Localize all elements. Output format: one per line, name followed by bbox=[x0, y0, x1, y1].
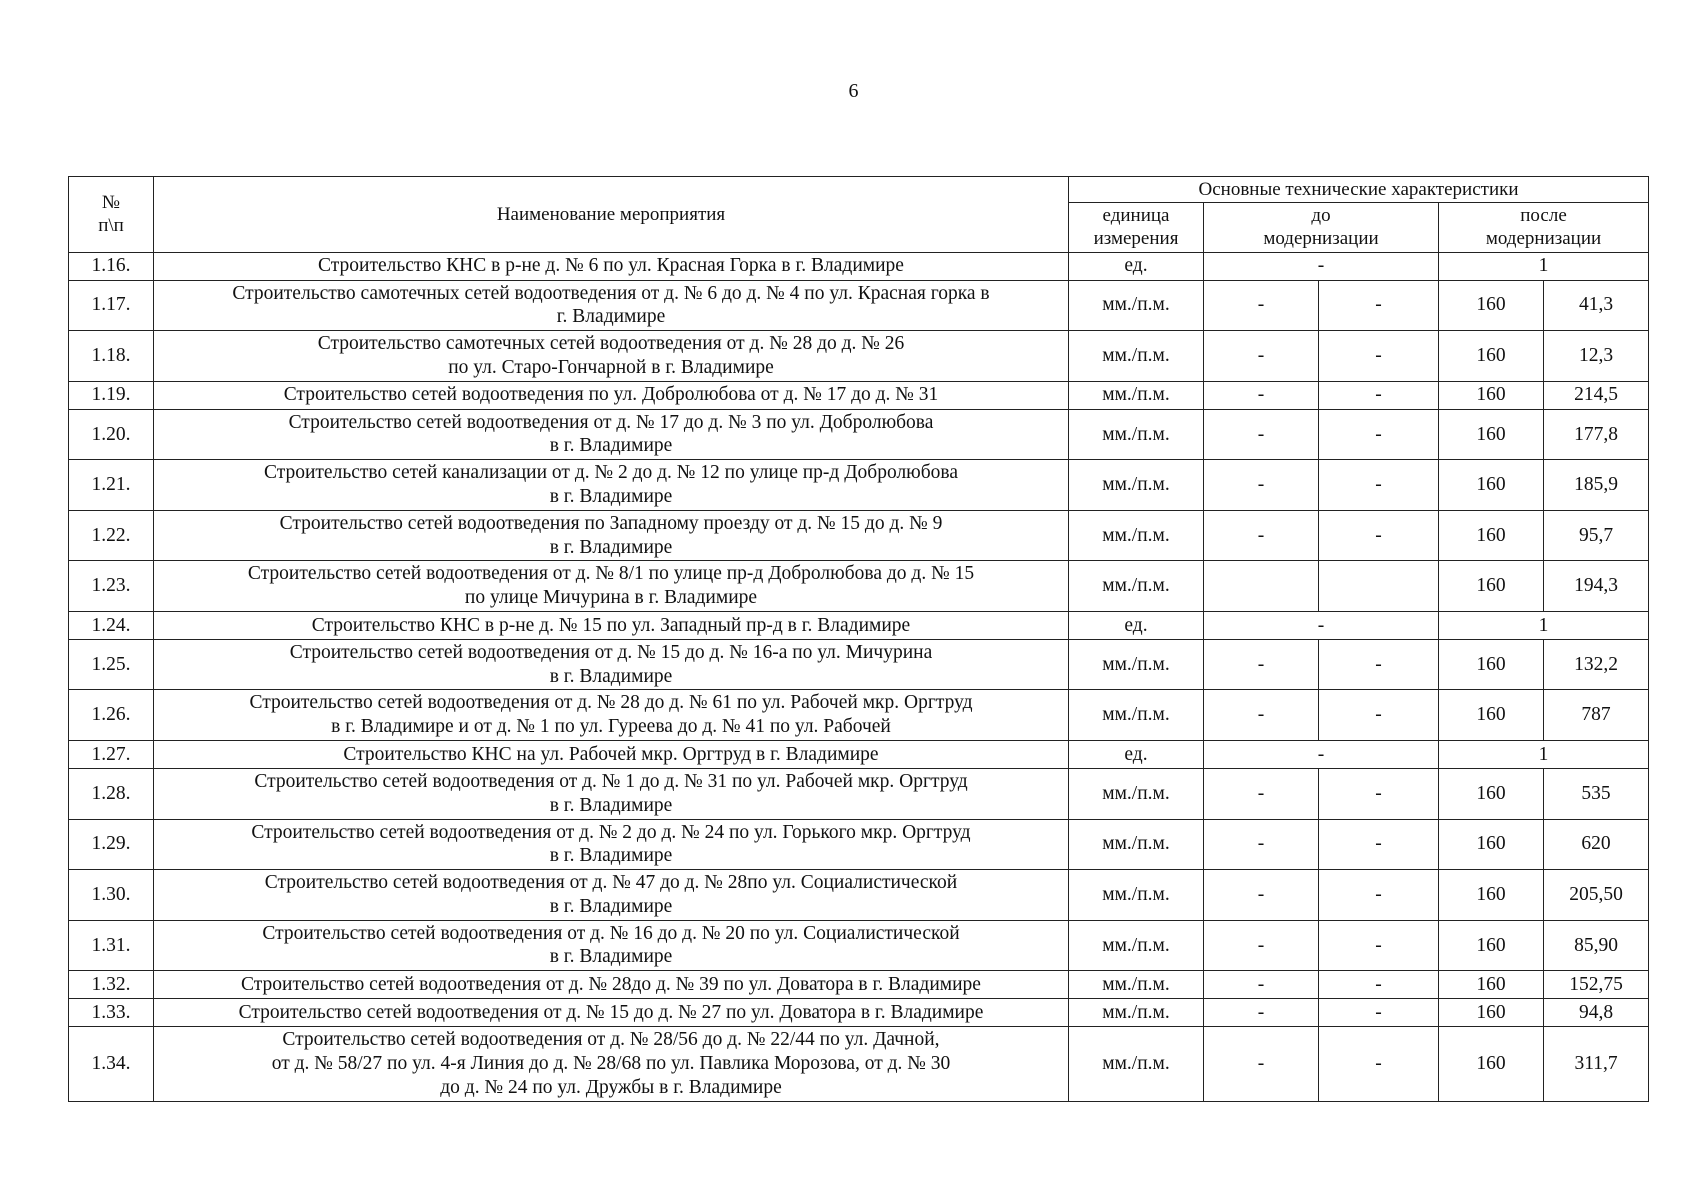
row-before-1: - bbox=[1204, 971, 1319, 999]
table-row bbox=[69, 611, 1649, 639]
row-before-1: - bbox=[1204, 639, 1319, 690]
row-after-length: 177,8 bbox=[1544, 409, 1649, 460]
row-after-length: 205,50 bbox=[1544, 870, 1649, 921]
row-name: Строительство сетей водоотведения от д. № 8/1 по улице пр-д Добролюбова до д. № 15 по улице Мичурина в г. Владимире bbox=[154, 561, 1069, 612]
row-before-2: - bbox=[1319, 381, 1439, 409]
table-row bbox=[69, 741, 1649, 769]
row-num: 1.22. bbox=[69, 510, 154, 561]
row-after-length: 12,3 bbox=[1544, 331, 1649, 382]
header-name: Наименование мероприятия bbox=[154, 177, 1069, 253]
row-name: Строительство сетей водоотведения от д. № 28/56 до д. № 22/44 по ул. Дачной, от д. № 58/27 по ул. 4-я Линия до д. № 28/68 по ул. Павлика Морозова, от д. № 30 до д. № 24 по ул. Дружбы в г. Владимире bbox=[154, 1027, 1069, 1101]
row-after-length: 535 bbox=[1544, 769, 1649, 820]
row-after-length: 787 bbox=[1544, 690, 1649, 741]
row-after-diameter: 160 bbox=[1439, 819, 1544, 870]
table-row bbox=[69, 510, 1649, 561]
row-unit: мм./п.м. bbox=[1069, 971, 1204, 999]
row-num: 1.26. bbox=[69, 690, 154, 741]
row-before-1: - bbox=[1204, 510, 1319, 561]
row-unit: мм./п.м. bbox=[1069, 819, 1204, 870]
row-name: Строительство КНС в р-не д. № 15 по ул. Западный пр-д в г. Владимире bbox=[154, 611, 1069, 639]
row-num: 1.19. bbox=[69, 381, 154, 409]
row-after-length: 185,9 bbox=[1544, 460, 1649, 511]
row-name: Строительство сетей водоотведения от д. № 28до д. № 39 по ул. Доватора в г. Владимире bbox=[154, 971, 1069, 999]
row-before-2: - bbox=[1319, 819, 1439, 870]
row-unit: мм./п.м. bbox=[1069, 999, 1204, 1027]
table-header bbox=[69, 177, 1649, 253]
header-num: № п\п bbox=[69, 177, 154, 253]
row-after-diameter: 160 bbox=[1439, 1027, 1544, 1101]
table-row bbox=[69, 280, 1649, 331]
row-name: Строительство сетей водоотведения по ул. Добролюбова от д. № 17 до д. № 31 bbox=[154, 381, 1069, 409]
row-before-2: - bbox=[1319, 409, 1439, 460]
row-after-length: 311,7 bbox=[1544, 1027, 1649, 1101]
row-before-2: - bbox=[1319, 769, 1439, 820]
row-unit: мм./п.м. bbox=[1069, 690, 1204, 741]
header-unit: единица измерения bbox=[1069, 203, 1204, 252]
row-after-length: 94,8 bbox=[1544, 999, 1649, 1027]
row-before-2: - bbox=[1319, 690, 1439, 741]
row-num: 1.17. bbox=[69, 280, 154, 331]
table-row bbox=[69, 252, 1649, 280]
measures-table bbox=[68, 176, 1649, 1102]
row-before-2 bbox=[1319, 561, 1439, 612]
table-row bbox=[69, 769, 1649, 820]
row-name: Строительство сетей водоотведения от д. № 47 до д. № 28по ул. Социалистической в г. Владимире bbox=[154, 870, 1069, 921]
row-after-diameter: 160 bbox=[1439, 870, 1544, 921]
row-before-2: - bbox=[1319, 460, 1439, 511]
row-unit: мм./п.м. bbox=[1069, 639, 1204, 690]
row-before-2: - bbox=[1319, 1027, 1439, 1101]
row-name: Строительство сетей водоотведения от д. № 15 до д. № 27 по ул. Доватора в г. Владимире bbox=[154, 999, 1069, 1027]
row-after-diameter: 160 bbox=[1439, 769, 1544, 820]
table-row bbox=[69, 920, 1649, 971]
row-before-1: - bbox=[1204, 460, 1319, 511]
page-number: 6 bbox=[848, 80, 859, 102]
table-body bbox=[69, 252, 1649, 1101]
row-name: Строительство сетей водоотведения от д. № 17 до д. № 3 по ул. Добролюбова в г. Владимире bbox=[154, 409, 1069, 460]
row-before-2: - bbox=[1319, 971, 1439, 999]
row-before-1: - bbox=[1204, 381, 1319, 409]
row-before-1: - bbox=[1204, 920, 1319, 971]
table-row bbox=[69, 639, 1649, 690]
row-after-diameter: 160 bbox=[1439, 971, 1544, 999]
row-unit: мм./п.м. bbox=[1069, 1027, 1204, 1101]
row-name: Строительство самотечных сетей водоотведения от д. № 6 до д. № 4 по ул. Красная горка в г. Владимире bbox=[154, 280, 1069, 331]
table-row bbox=[69, 819, 1649, 870]
row-unit: ед. bbox=[1069, 611, 1204, 639]
row-after: 1 bbox=[1439, 252, 1649, 280]
table-row bbox=[69, 409, 1649, 460]
row-unit: ед. bbox=[1069, 741, 1204, 769]
row-name: Строительство самотечных сетей водоотведения от д. № 28 до д. № 26 по ул. Старо-Гончарной в г. Владимире bbox=[154, 331, 1069, 382]
row-before-1: - bbox=[1204, 331, 1319, 382]
row-after-diameter: 160 bbox=[1439, 409, 1544, 460]
row-name: Строительство сетей водоотведения от д. № 16 до д. № 20 по ул. Социалистической в г. Владимире bbox=[154, 920, 1069, 971]
table-row bbox=[69, 999, 1649, 1027]
row-before-2: - bbox=[1319, 639, 1439, 690]
row-before-1: - bbox=[1204, 409, 1319, 460]
row-after-length: 152,75 bbox=[1544, 971, 1649, 999]
row-name: Строительство сетей водоотведения от д. № 1 до д. № 31 по ул. Рабочей мкр. Оргтруд в г. Владимире bbox=[154, 769, 1069, 820]
row-unit: мм./п.м. bbox=[1069, 280, 1204, 331]
table-row bbox=[69, 690, 1649, 741]
row-after-length: 214,5 bbox=[1544, 381, 1649, 409]
row-before-2: - bbox=[1319, 999, 1439, 1027]
row-before-1: - bbox=[1204, 280, 1319, 331]
row-after-length: 85,90 bbox=[1544, 920, 1649, 971]
row-num: 1.21. bbox=[69, 460, 154, 511]
row-unit: мм./п.м. bbox=[1069, 409, 1204, 460]
row-name: Строительство сетей водоотведения от д. № 28 до д. № 61 по ул. Рабочей мкр. Оргтруд в г. Владимире и от д. № 1 по ул. Гуреева до д. № 41 по ул. Рабочей bbox=[154, 690, 1069, 741]
table-row bbox=[69, 971, 1649, 999]
row-name: Строительство сетей водоотведения от д. № 2 до д. № 24 по ул. Горького мкр. Оргтруд в г. Владимире bbox=[154, 819, 1069, 870]
row-unit: мм./п.м. bbox=[1069, 331, 1204, 382]
row-after-diameter: 160 bbox=[1439, 460, 1544, 511]
row-after-diameter: 160 bbox=[1439, 331, 1544, 382]
row-num: 1.33. bbox=[69, 999, 154, 1027]
row-num: 1.23. bbox=[69, 561, 154, 612]
row-before-1: - bbox=[1204, 690, 1319, 741]
row-name: Строительство сетей водоотведения по Западному проезду от д. № 15 до д. № 9 в г. Владимире bbox=[154, 510, 1069, 561]
row-before-2: - bbox=[1319, 870, 1439, 921]
row-num: 1.20. bbox=[69, 409, 154, 460]
row-unit: мм./п.м. bbox=[1069, 769, 1204, 820]
row-after-diameter: 160 bbox=[1439, 690, 1544, 741]
row-name: Строительство сетей водоотведения от д. № 15 до д. № 16-а по ул. Мичурина в г. Владимире bbox=[154, 639, 1069, 690]
row-before-1: - bbox=[1204, 1027, 1319, 1101]
row-unit: мм./п.м. bbox=[1069, 920, 1204, 971]
row-before-2: - bbox=[1319, 331, 1439, 382]
row-unit: мм./п.м. bbox=[1069, 561, 1204, 612]
row-unit: мм./п.м. bbox=[1069, 510, 1204, 561]
row-after-length: 95,7 bbox=[1544, 510, 1649, 561]
table-row bbox=[69, 561, 1649, 612]
row-num: 1.16. bbox=[69, 252, 154, 280]
row-after-length: 620 bbox=[1544, 819, 1649, 870]
row-before-2: - bbox=[1319, 920, 1439, 971]
table-row bbox=[69, 1027, 1649, 1101]
row-before-1: - bbox=[1204, 769, 1319, 820]
row-unit: мм./п.м. bbox=[1069, 870, 1204, 921]
row-name: Строительство КНС в р-не д. № 6 по ул. Красная Горка в г. Владимире bbox=[154, 252, 1069, 280]
row-num: 1.25. bbox=[69, 639, 154, 690]
row-after-diameter: 160 bbox=[1439, 639, 1544, 690]
row-after-diameter: 160 bbox=[1439, 510, 1544, 561]
table-row bbox=[69, 460, 1649, 511]
row-num: 1.24. bbox=[69, 611, 154, 639]
row-after: 1 bbox=[1439, 741, 1649, 769]
row-after-diameter: 160 bbox=[1439, 280, 1544, 331]
row-name: Строительство КНС на ул. Рабочей мкр. Оргтруд в г. Владимире bbox=[154, 741, 1069, 769]
row-num: 1.29. bbox=[69, 819, 154, 870]
row-unit: мм./п.м. bbox=[1069, 460, 1204, 511]
row-before-1 bbox=[1204, 561, 1319, 612]
row-num: 1.34. bbox=[69, 1027, 154, 1101]
row-before-2: - bbox=[1319, 280, 1439, 331]
header-before: до модернизации bbox=[1204, 203, 1439, 252]
row-num: 1.31. bbox=[69, 920, 154, 971]
row-name: Строительство сетей канализации от д. № 2 до д. № 12 по улице пр-д Добролюбова в г. Владимире bbox=[154, 460, 1069, 511]
row-after-diameter: 160 bbox=[1439, 920, 1544, 971]
row-after-diameter: 160 bbox=[1439, 561, 1544, 612]
row-after-length: 41,3 bbox=[1544, 280, 1649, 331]
row-num: 1.28. bbox=[69, 769, 154, 820]
row-num: 1.18. bbox=[69, 331, 154, 382]
row-after-length: 132,2 bbox=[1544, 639, 1649, 690]
row-after: 1 bbox=[1439, 611, 1649, 639]
row-num: 1.32. bbox=[69, 971, 154, 999]
table-row bbox=[69, 870, 1649, 921]
row-after-diameter: 160 bbox=[1439, 999, 1544, 1027]
row-before-1: - bbox=[1204, 999, 1319, 1027]
row-unit: ед. bbox=[1069, 252, 1204, 280]
row-before-1: - bbox=[1204, 870, 1319, 921]
header-group: Основные технические характеристики bbox=[1069, 177, 1649, 203]
row-after-diameter: 160 bbox=[1439, 381, 1544, 409]
row-after-length: 194,3 bbox=[1544, 561, 1649, 612]
row-before: - bbox=[1204, 741, 1439, 769]
row-before: - bbox=[1204, 611, 1439, 639]
table-row bbox=[69, 381, 1649, 409]
header-after: после модернизации bbox=[1439, 203, 1649, 252]
row-before: - bbox=[1204, 252, 1439, 280]
table-row bbox=[69, 331, 1649, 382]
row-before-1: - bbox=[1204, 819, 1319, 870]
row-num: 1.27. bbox=[69, 741, 154, 769]
row-before-2: - bbox=[1319, 510, 1439, 561]
row-unit: мм./п.м. bbox=[1069, 381, 1204, 409]
row-num: 1.30. bbox=[69, 870, 154, 921]
